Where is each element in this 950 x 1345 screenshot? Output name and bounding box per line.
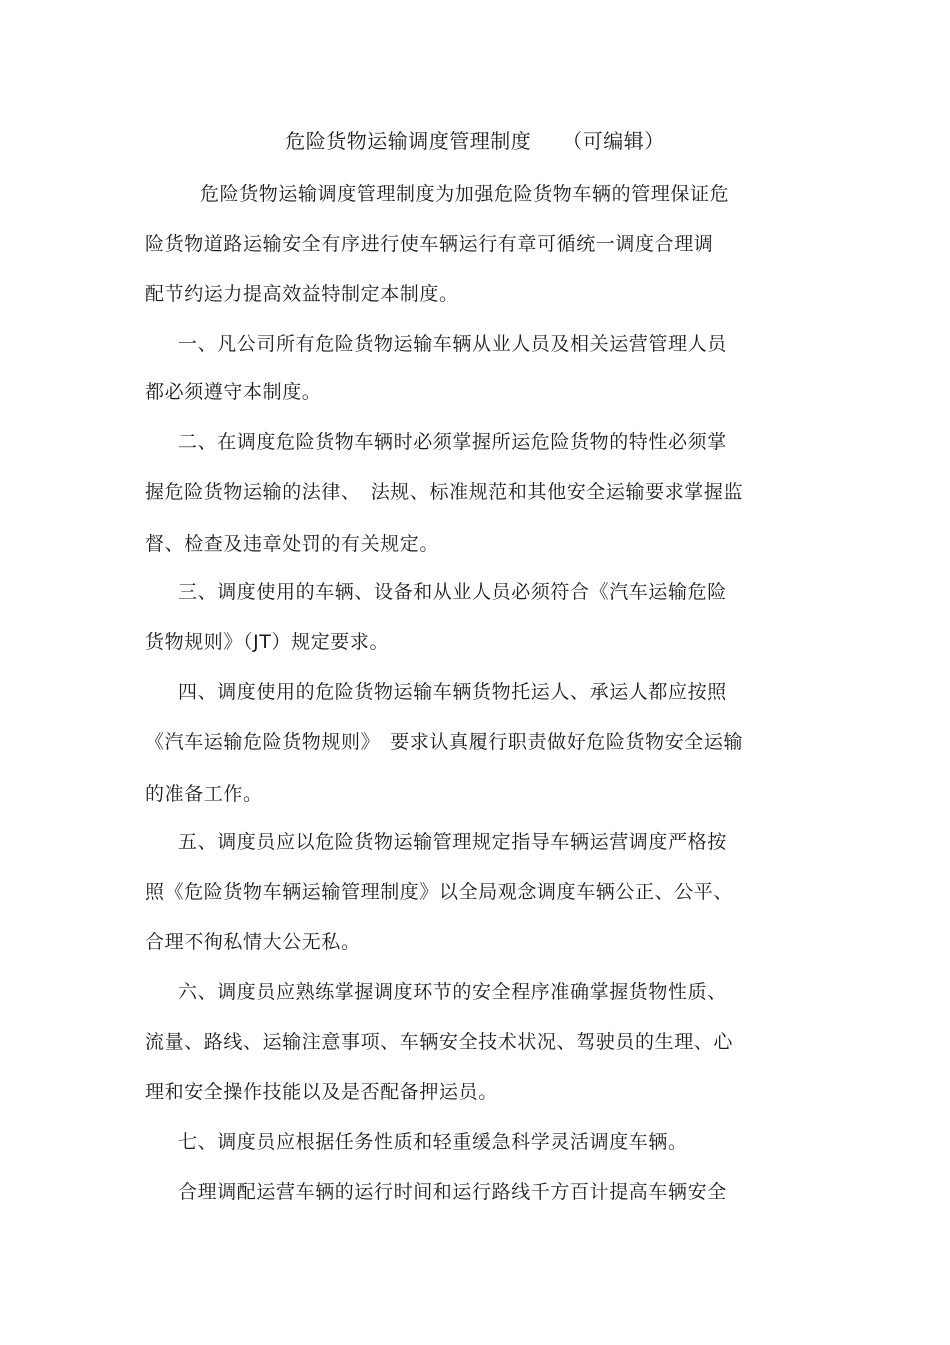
paragraph-line: 督、检查及违章处罚的有关规定。 <box>145 533 440 555</box>
paragraph-line: 合理调配运营车辆的运行时间和运行路线千方百计提高车辆安全 <box>178 1181 727 1203</box>
paragraph-line: 理和安全操作技能以及是否配备押运员。 <box>145 1081 498 1103</box>
paragraph-line: 四、调度使用的危险货物运输车辆货物托运人、承运人都应按照 <box>178 681 727 703</box>
paragraph-line: 照《危险货物车辆运输管理制度》以全局观念调度车辆公正、公平、 <box>145 881 734 903</box>
paragraph-line: 的准备工作。 <box>145 783 263 805</box>
paragraph-line: 七、调度员应根据任务性质和轻重缓急科学灵活调度车辆。 <box>178 1131 688 1153</box>
paragraph-line: 三、调度使用的车辆、设备和从业人员必须符合《汽车运输危险 <box>178 581 727 603</box>
paragraph-line: 六、调度员应熟练掌握调度环节的安全程序准确掌握货物性质、 <box>178 981 727 1003</box>
paragraph-line: 流量、路线、运输注意事项、车辆安全技术状况、驾驶员的生理、心 <box>145 1031 734 1053</box>
paragraph-line: 握危险货物运输的法律、 法规、标准规范和其他安全运输要求掌握监 <box>145 481 744 503</box>
paragraph-line: 配节约运力提高效益特制定本制度。 <box>145 283 459 305</box>
paragraph-line: 二、在调度危险货物车辆时必须掌握所运危险货物的特性必须掌 <box>178 431 727 453</box>
document-title: 危险货物运输调度管理制度 （可编辑） <box>285 129 665 153</box>
paragraph-line: 合理不徇私情大公无私。 <box>145 931 361 953</box>
paragraph-line: 《汽车运输危险货物规则》 要求认真履行职责做好危险货物安全运输 <box>145 731 744 753</box>
paragraph-line: 都必须遵守本制度。 <box>145 381 322 403</box>
paragraph-line: 货物规则》（JT）规定要求。 <box>145 631 390 653</box>
paragraph-line: 五、调度员应以危险货物运输管理规定指导车辆运营调度严格按 <box>178 831 727 853</box>
paragraph-line: 险货物道路运输安全有序进行使车辆运行有章可循统一调度合理调 <box>145 233 714 255</box>
paragraph-line: 一、凡公司所有危险货物运输车辆从业人员及相关运营管理人员 <box>178 333 727 355</box>
paragraph-line: 危险货物运输调度管理制度为加强危险货物车辆的管理保证危 <box>200 183 730 205</box>
